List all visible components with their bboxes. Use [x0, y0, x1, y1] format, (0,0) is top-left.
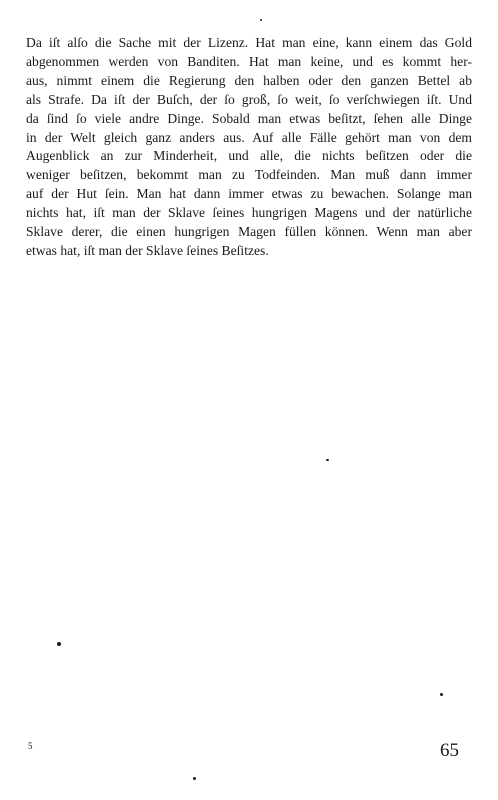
body-text: [26, 34, 472, 261]
scan-speck: [440, 693, 443, 696]
text-line: Augenblick an zur Minderheit, und alle, die nichts beſitzen oder die: [26, 148, 472, 164]
text-line: nichts hat, iſt man der Sklave ſeines hungrigen Magens und der natürliche: [26, 205, 472, 221]
page-number: 65: [440, 740, 459, 761]
text-line: etwas hat, iſt man der Sklave ſeines Beſitzes.: [26, 242, 269, 258]
scan-speck: [326, 459, 329, 461]
scan-speck: [193, 777, 196, 780]
signature-mark: 5: [28, 741, 33, 751]
text-line: abgenommen werden von Banditen. Hat man keine, und es kommt her-: [26, 53, 472, 69]
text-line: weniger beſitzen, bekommt man zu Todfeinden. Man muß dann immer: [26, 167, 472, 183]
text-line: da ſind ſo viele andre Dinge. Sobald man etwas beſitzt, ſehen alle Dinge: [26, 110, 472, 126]
text-line: Da iſt alſo die Sache mit der Lizenz. Hat man eine, kann einem das Gold: [26, 35, 472, 50]
text-line: als Strafe. Da iſt der Buſch, der ſo groß, ſo weit, ſo verſchwiegen iſt. Und: [26, 91, 472, 107]
text-line: aus, nimmt einem die Regierung den halben oder den ganzen Bettel ab: [26, 72, 472, 88]
scan-speck: [260, 19, 262, 21]
text-line: auf der Hut ſein. Man hat dann immer etwas zu bewachen. Solange man: [26, 186, 472, 202]
text-line: in der Welt gleich ganz anders aus. Auf alle Fälle gehört man von dem: [26, 129, 472, 145]
text-line: Sklave derer, die einen hungrigen Magen füllen können. Wenn man aber: [26, 224, 472, 240]
scan-speck: [57, 642, 61, 646]
